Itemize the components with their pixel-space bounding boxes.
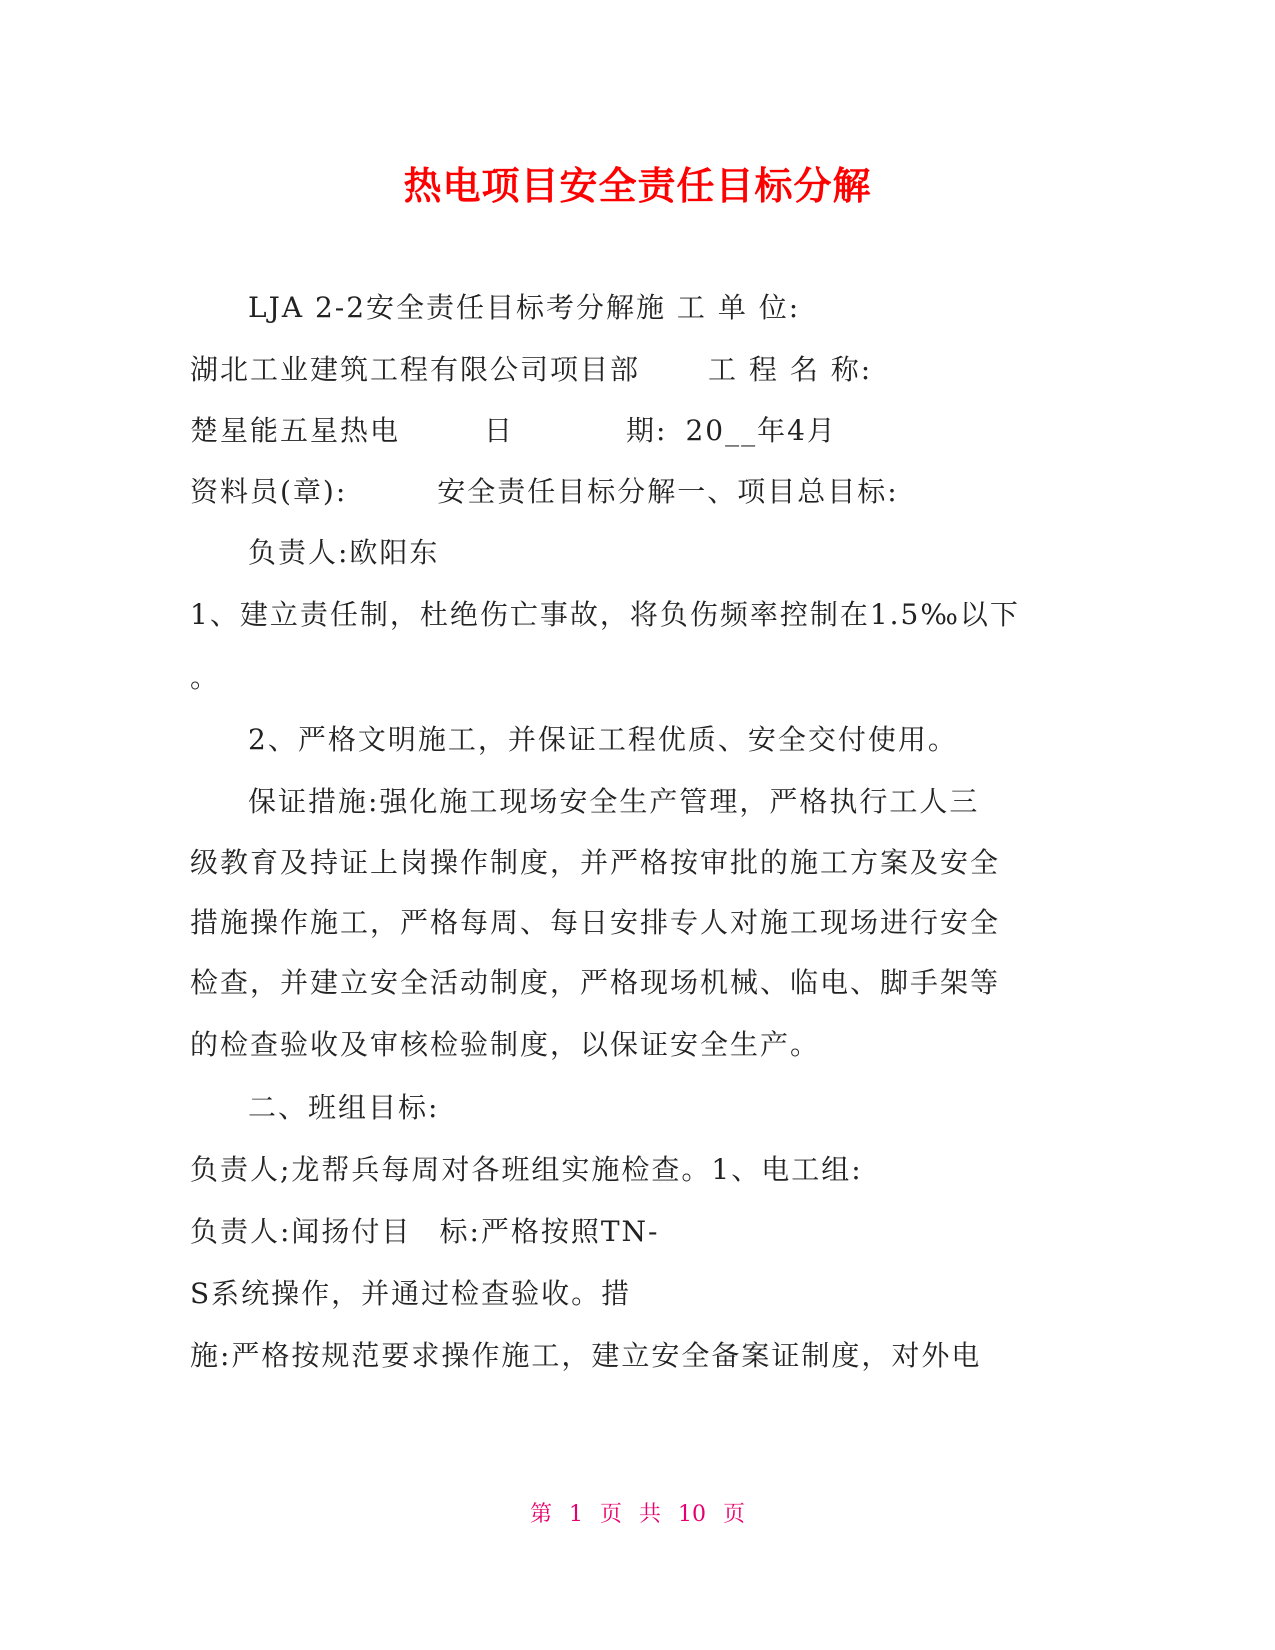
page-footer: 第 1 页 共 10 页 — [530, 1502, 745, 1527]
responsible-person-1: 负责人:欧阳东 — [248, 536, 440, 569]
header-line-3 — [190, 411, 1090, 451]
project-name-label: 工 程 名 称: — [708, 353, 873, 386]
goal-item-1-end: 。 — [190, 661, 221, 694]
company-name: 湖北工业建筑工程有限公司项目部 — [190, 353, 641, 386]
measures-line-3: 措施操作施工，严格每周、每日安排专人对施工现场进行安全 — [190, 906, 1001, 939]
goal-item-2: 2、严格文明施工，并保证工程优质、安全交付使用。 — [248, 723, 958, 756]
electrician-target: 标:严格按照TN- — [439, 1215, 660, 1248]
header-line-1: LJA 2-2安全责任目标考分解施 工 单 位: — [248, 291, 801, 324]
header-line-2 — [190, 350, 1090, 390]
electrician-target-line — [190, 1212, 1090, 1252]
project-name: 楚星能五星热电 — [190, 414, 401, 447]
electrician-target-line-2: S系统操作，并通过检查验收。措 — [190, 1277, 632, 1310]
measures-line-2: 级教育及持证上岗操作制度，并严格按审批的施工方案及安全 — [190, 846, 1001, 879]
responsible-person-2: 负责人;龙帮兵每周对各班组实施检查。1、电工组: — [190, 1153, 863, 1186]
clerk-label: 资料员(章): — [190, 475, 348, 508]
electrician-measure-line: 施:严格按规范要求操作施工，建立安全备案证制度，对外电 — [190, 1339, 982, 1372]
goal-item-1: 1、建立责任制，杜绝伤亡事故，将负伤频率控制在1.5‰以下 — [190, 598, 1020, 631]
section-1-heading: 安全责任目标分解一、项目总目标: — [437, 475, 899, 508]
header-line-4 — [190, 472, 1090, 512]
date-label-part2: 期: — [626, 414, 668, 447]
date-label-part1: 日 — [484, 414, 515, 447]
measures-line-1: 保证措施:强化施工现场安全生产管理，严格执行工人三 — [248, 785, 980, 818]
document-title: 热电项目安全责任目标分解 — [403, 164, 872, 208]
measures-line-5: 的检查验收及审核检验制度，以保证安全生产。 — [190, 1028, 821, 1061]
date-value: 20__年4月 — [685, 414, 837, 447]
measures-line-4: 检查，并建立安全活动制度，严格现场机械、临电、脚手架等 — [190, 966, 1001, 999]
electrician-responsible: 负责人:闻扬付目 — [190, 1215, 412, 1248]
section-2-heading: 二、班组目标: — [248, 1091, 440, 1124]
